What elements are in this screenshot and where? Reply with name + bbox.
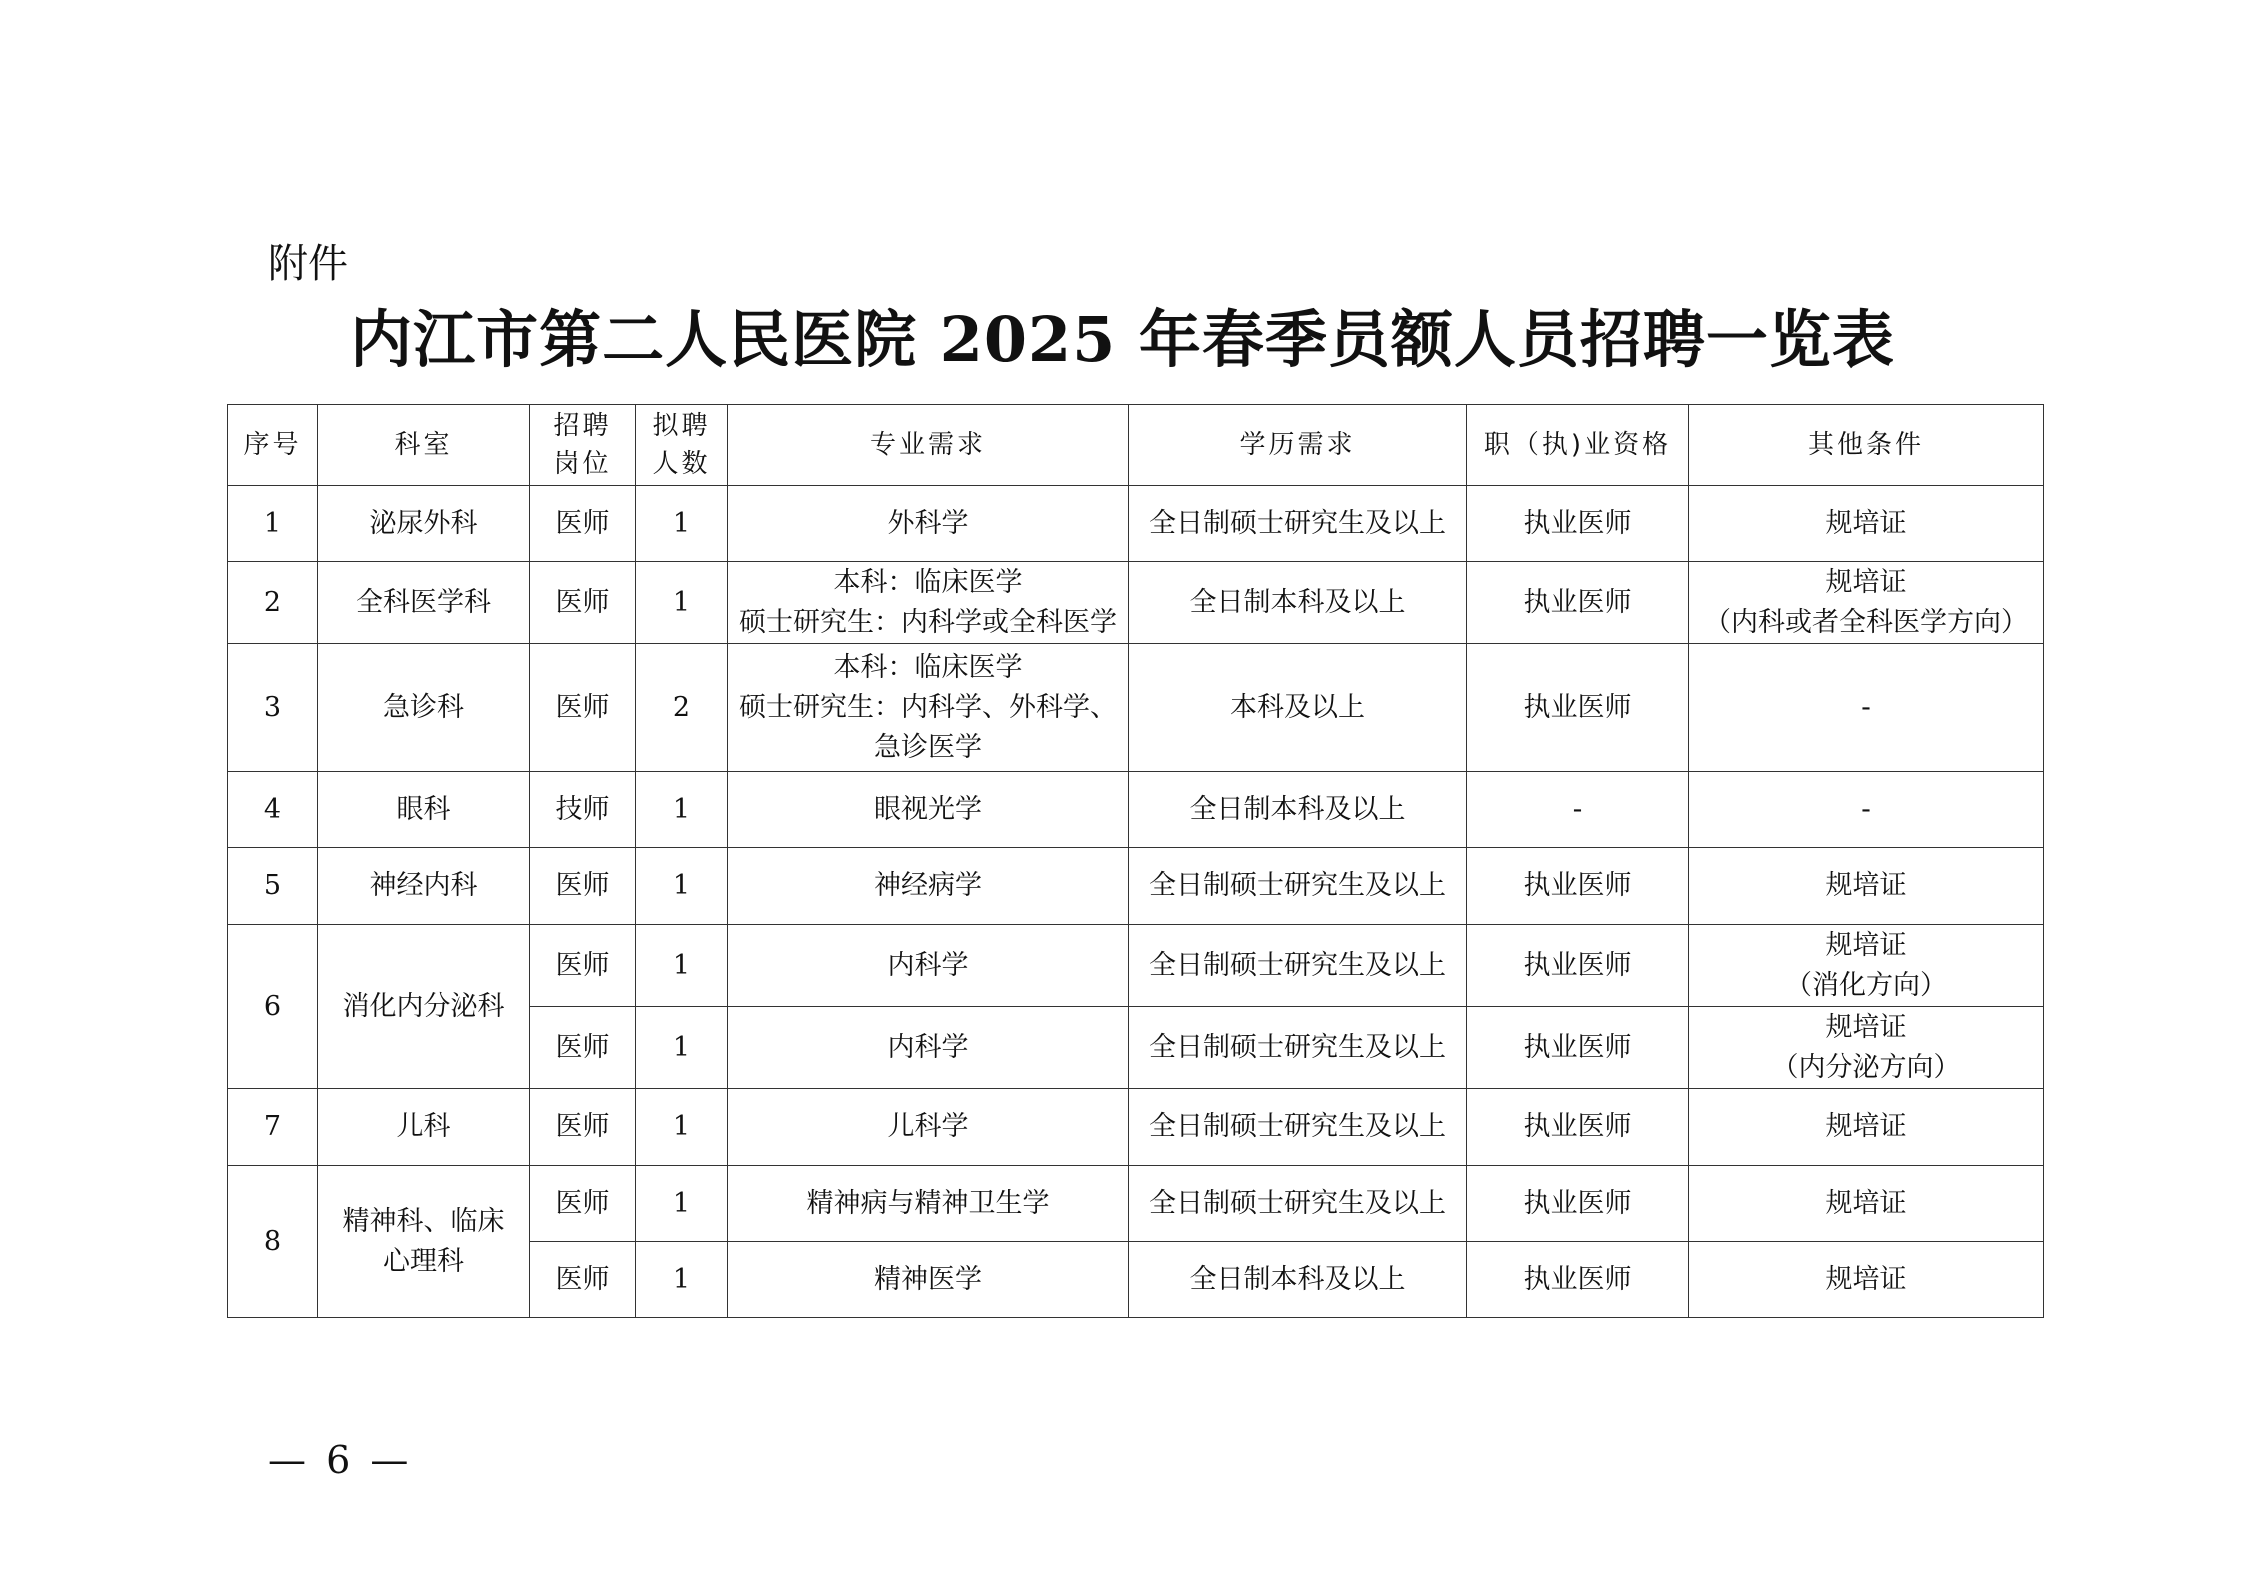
- cell-major: [728, 772, 1129, 848]
- other-line: -: [1861, 793, 1871, 825]
- cell-major: [728, 1089, 1129, 1166]
- cell-other: [1689, 644, 2044, 772]
- cell-dept: 精神科、临床心理科: [318, 1166, 530, 1318]
- table-row: [228, 772, 2044, 848]
- cell-post: 医师: [530, 1242, 636, 1318]
- cell-count: 1: [636, 486, 728, 562]
- major-line: 精神病与精神卫生学: [806, 1187, 1050, 1219]
- other-line: （内科或者全科医学方向）: [1704, 606, 2028, 638]
- other-line: 规培证: [1825, 507, 1907, 539]
- other-line: 规培证: [1825, 929, 1907, 961]
- cell-no: 3: [228, 644, 318, 772]
- cell-other: [1689, 1089, 2044, 1166]
- major-line: 儿科学: [887, 1111, 969, 1142]
- header-dept: 科室: [318, 405, 530, 486]
- header-major: 专业需求: [728, 405, 1129, 486]
- major-line: 硕士研究生：内科学、外科学、: [739, 691, 1117, 723]
- cell-post: 医师: [530, 848, 636, 925]
- cell-count: 1: [636, 1166, 728, 1242]
- cell-other: [1689, 1166, 2044, 1242]
- cell-qual: 执业医师: [1467, 1166, 1689, 1242]
- major-line: 眼视光学: [874, 793, 982, 825]
- other-line: 规培证: [1825, 1263, 1907, 1295]
- cell-no: 8: [228, 1166, 318, 1318]
- major-line: 神经病学: [874, 870, 982, 901]
- major-line: 精神医学: [874, 1263, 982, 1295]
- table-row: [228, 925, 2044, 1007]
- cell-major: [728, 1007, 1129, 1089]
- cell-count: 1: [636, 1007, 728, 1089]
- header-post: 招聘岗位: [530, 405, 636, 486]
- cell-edu: 全日制本科及以上: [1129, 1242, 1467, 1318]
- cell-edu: 全日制本科及以上: [1129, 772, 1467, 848]
- cell-qual: 执业医师: [1467, 1089, 1689, 1166]
- cell-edu: 全日制本科及以上: [1129, 562, 1467, 644]
- header-edu: 学历需求: [1129, 405, 1467, 486]
- table-header-row: [228, 405, 2044, 486]
- header-qual: 职（执)业资格: [1467, 405, 1689, 486]
- header-count: 拟聘人数: [636, 405, 728, 486]
- cell-major: [728, 1242, 1129, 1318]
- cell-no: 4: [228, 772, 318, 848]
- cell-qual: 执业医师: [1467, 925, 1689, 1007]
- cell-qual: 执业医师: [1467, 562, 1689, 644]
- cell-qual: -: [1467, 772, 1689, 848]
- cell-dept: 眼科: [318, 772, 530, 848]
- cell-count: 1: [636, 562, 728, 644]
- cell-post: 医师: [530, 1007, 636, 1089]
- major-line: 硕士研究生：内科学或全科医学: [739, 606, 1117, 638]
- cell-edu: 全日制硕士研究生及以上: [1129, 925, 1467, 1007]
- major-line: 内科学: [887, 949, 969, 981]
- cell-qual: 执业医师: [1467, 848, 1689, 925]
- cell-post: 医师: [530, 486, 636, 562]
- cell-count: 1: [636, 925, 728, 1007]
- cell-other: [1689, 772, 2044, 848]
- page-number: — 6 —: [268, 1438, 413, 1482]
- cell-qual: 执业医师: [1467, 1007, 1689, 1089]
- header-no: 序号: [228, 405, 318, 486]
- cell-major: [728, 562, 1129, 644]
- cell-other: [1689, 1242, 2044, 1318]
- cell-post: 医师: [530, 1089, 636, 1166]
- cell-post: 医师: [530, 562, 636, 644]
- cell-dept: 全科医学科: [318, 562, 530, 644]
- cell-no: 5: [228, 848, 318, 925]
- cell-count: 1: [636, 1089, 728, 1166]
- cell-no: 1: [228, 486, 318, 562]
- major-line: 内科学: [887, 1031, 969, 1063]
- cell-no: 6: [228, 925, 318, 1089]
- cell-no: 7: [228, 1089, 318, 1166]
- major-line: 外科学: [887, 507, 969, 539]
- cell-edu: 全日制硕士研究生及以上: [1129, 848, 1467, 925]
- cell-post: 医师: [530, 1166, 636, 1242]
- cell-major: [728, 644, 1129, 772]
- cell-major: [728, 1166, 1129, 1242]
- cell-other: [1689, 1007, 2044, 1089]
- table-row: [228, 1166, 2044, 1242]
- other-line: 规培证: [1825, 870, 1907, 901]
- attachment-label: 附件: [268, 241, 348, 287]
- other-line: 规培证: [1825, 1187, 1907, 1219]
- table-row: [228, 562, 2044, 644]
- cell-edu: 全日制硕士研究生及以上: [1129, 1166, 1467, 1242]
- cell-dept: 神经内科: [318, 848, 530, 925]
- cell-dept: 泌尿外科: [318, 486, 530, 562]
- cell-other: [1689, 562, 2044, 644]
- cell-post: 技师: [530, 772, 636, 848]
- cell-other: [1689, 486, 2044, 562]
- major-line: 本科：临床医学: [833, 566, 1023, 598]
- cell-major: [728, 848, 1129, 925]
- table-row: [228, 1089, 2044, 1166]
- cell-edu: 本科及以上: [1129, 644, 1467, 772]
- cell-major: [728, 925, 1129, 1007]
- cell-other: [1689, 925, 2044, 1007]
- cell-dept: 急诊科: [318, 644, 530, 772]
- cell-qual: 执业医师: [1467, 486, 1689, 562]
- other-line: 规培证: [1825, 566, 1907, 598]
- major-line: 急诊医学: [874, 731, 982, 763]
- page-title: 内江市第二人民医院 2025 年春季员额人员招聘一览表: [350, 303, 1895, 376]
- cell-dept: 儿科: [318, 1089, 530, 1166]
- other-line: （消化方向）: [1785, 969, 1947, 1001]
- cell-post: 医师: [530, 925, 636, 1007]
- cell-other: [1689, 848, 2044, 925]
- cell-edu: 全日制硕士研究生及以上: [1129, 486, 1467, 562]
- other-line: -: [1861, 691, 1871, 723]
- cell-no: 2: [228, 562, 318, 644]
- cell-edu: 全日制硕士研究生及以上: [1129, 1089, 1467, 1166]
- table-row: [228, 848, 2044, 925]
- cell-count: 1: [636, 772, 728, 848]
- table-row: [228, 486, 2044, 562]
- cell-edu: 全日制硕士研究生及以上: [1129, 1007, 1467, 1089]
- cell-post: 医师: [530, 644, 636, 772]
- header-other: 其他条件: [1689, 405, 2044, 486]
- other-line: 规培证: [1825, 1111, 1907, 1142]
- major-line: 本科：临床医学: [833, 651, 1023, 683]
- cell-dept: 消化内分泌科: [318, 925, 530, 1089]
- cell-qual: 执业医师: [1467, 644, 1689, 772]
- other-line: （内分泌方向）: [1771, 1051, 1961, 1083]
- cell-qual: 执业医师: [1467, 1242, 1689, 1318]
- cell-count: 1: [636, 1242, 728, 1318]
- cell-major: [728, 486, 1129, 562]
- other-line: 规培证: [1825, 1011, 1907, 1043]
- cell-count: 2: [636, 644, 728, 772]
- cell-count: 1: [636, 848, 728, 925]
- table-row: [228, 644, 2044, 772]
- recruitment-table: [227, 404, 2044, 1318]
